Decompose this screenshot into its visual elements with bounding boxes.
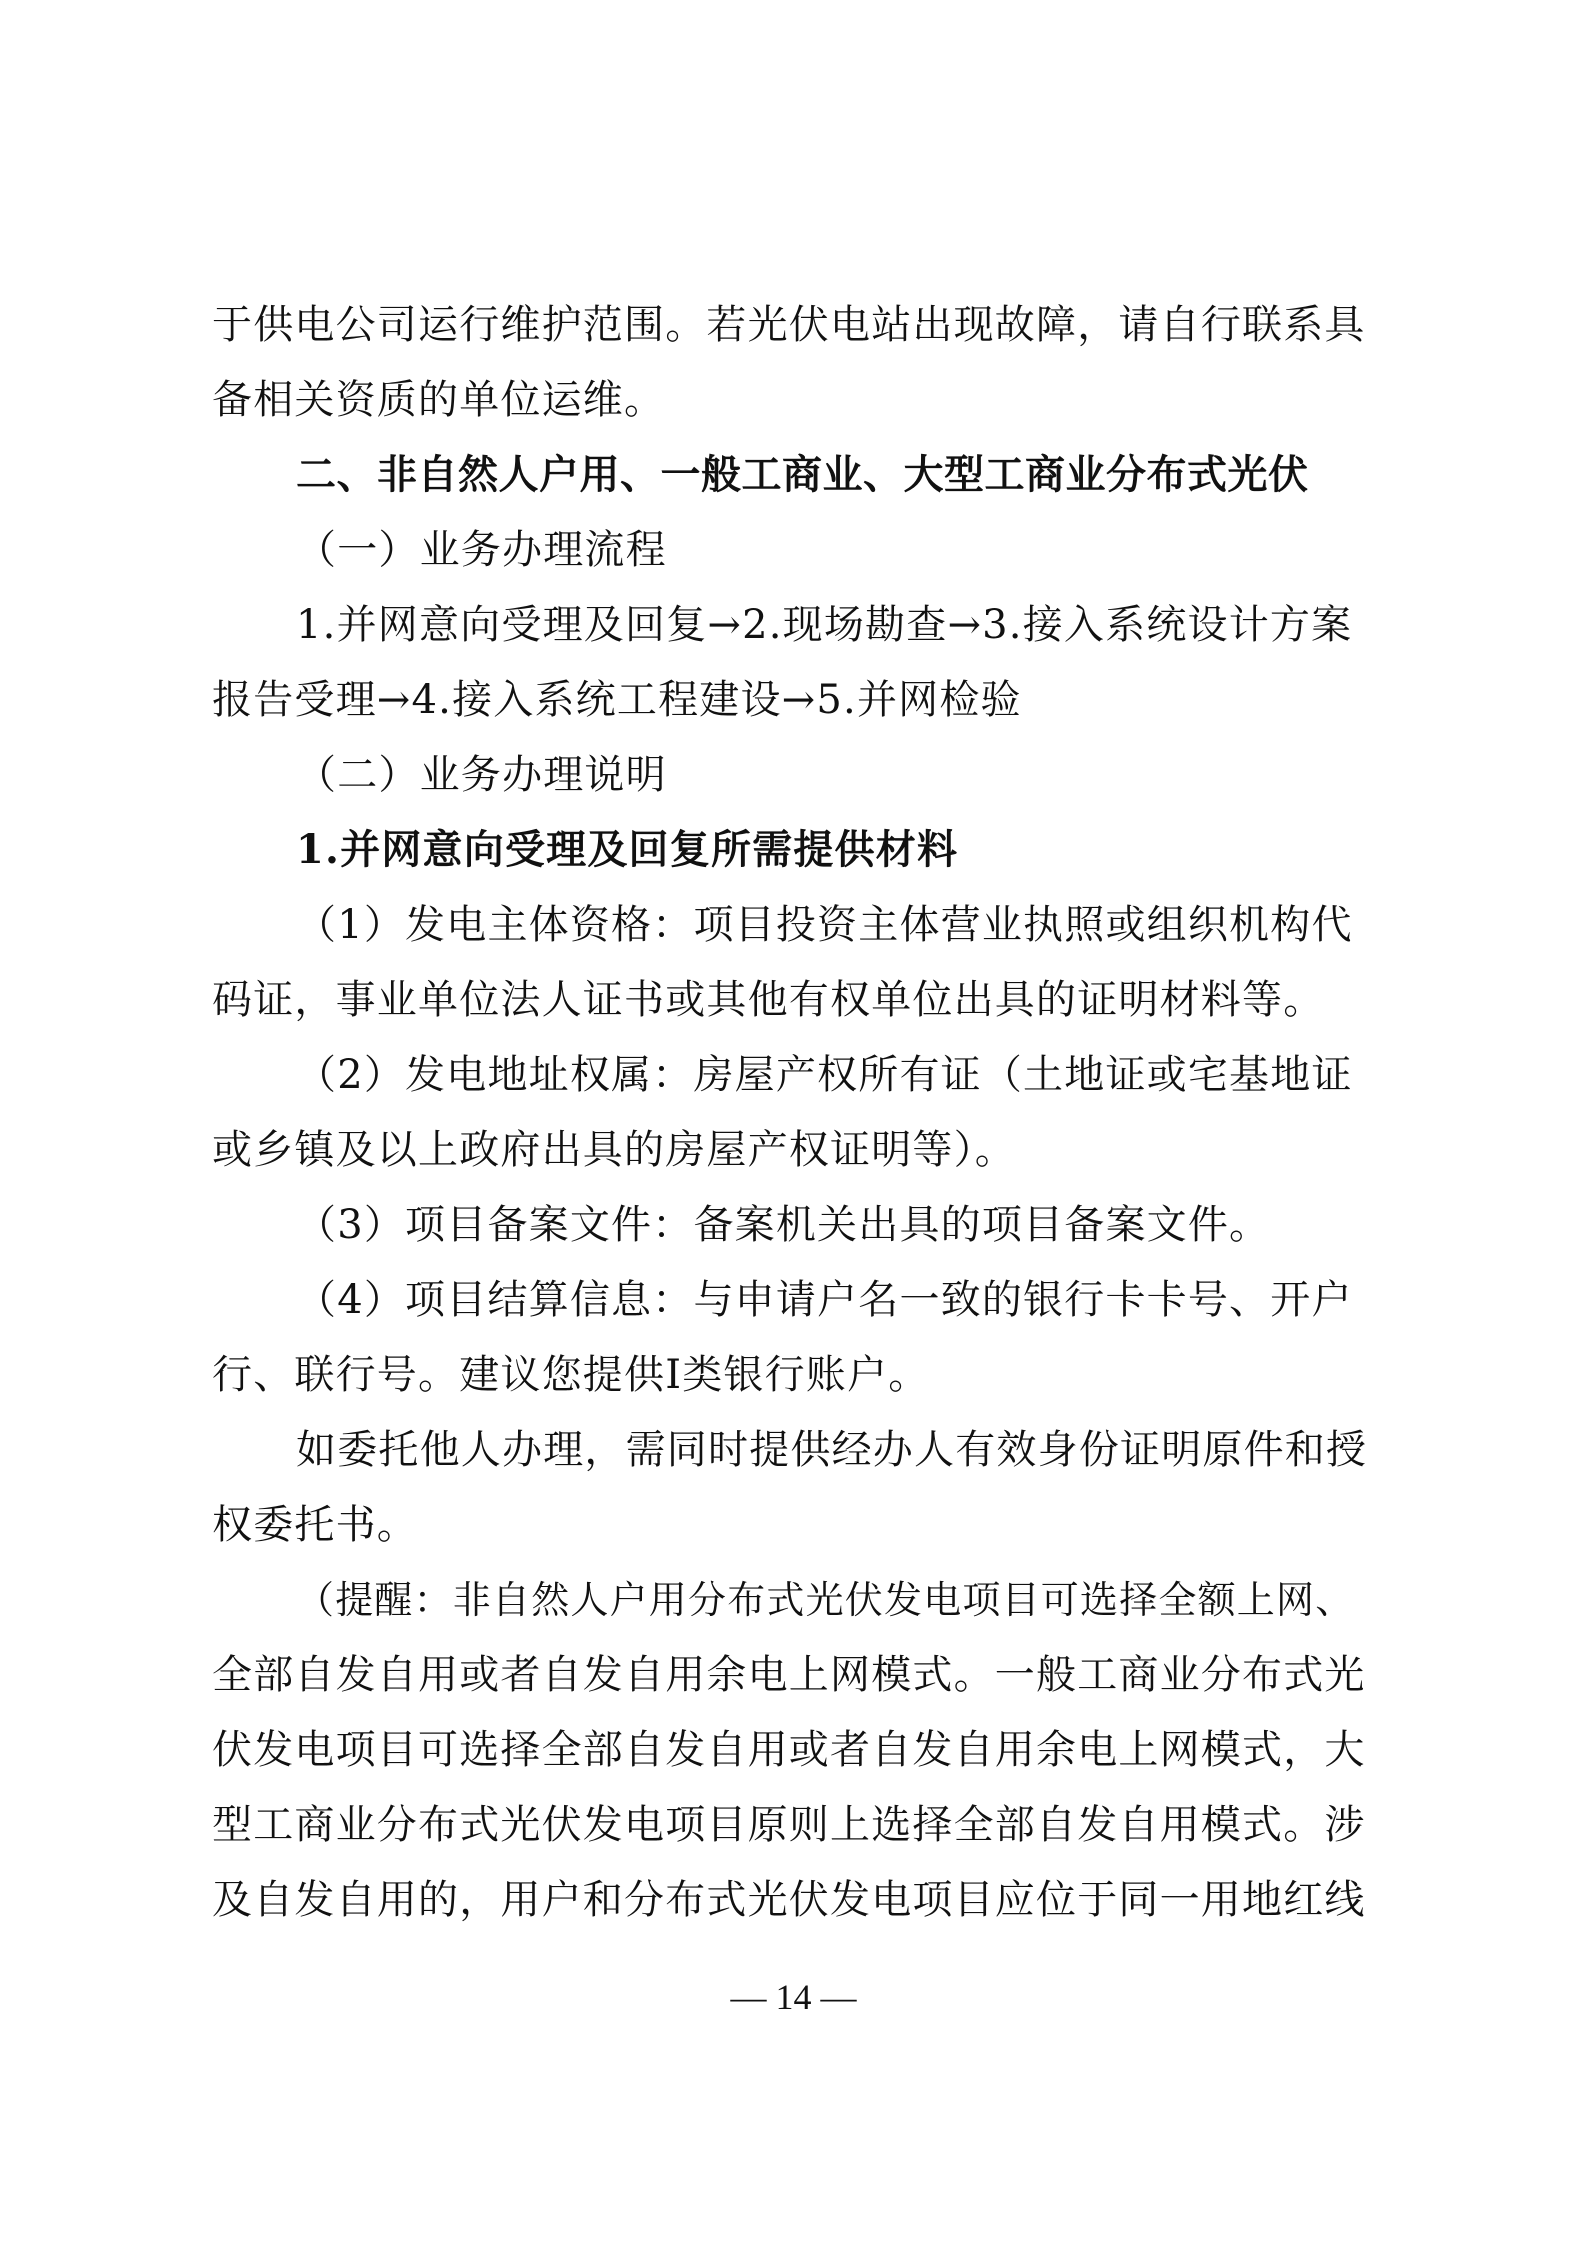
paragraph-line: 如委托他人办理，需同时提供经办人有效身份证明原件和授 bbox=[296, 1427, 1368, 1473]
paragraph-line: 伏发电项目可选择全部自发自用或者自发自用余电上网模式，大 bbox=[212, 1727, 1366, 1773]
paragraph-line: 备相关资质的单位运维。 bbox=[212, 377, 666, 423]
section-heading: 二、非自然人户用、一般工商业、大型工商业分布式光伏 bbox=[296, 452, 1309, 498]
paragraph-line: 型工商业分布式光伏发电项目原则上选择全部自发自用模式。涉 bbox=[212, 1802, 1366, 1848]
paragraph-line: 行、联行号。建议您提供I类银行账户。 bbox=[212, 1352, 930, 1398]
paragraph-line: 权委托书。 bbox=[212, 1502, 418, 1548]
paragraph-line: （1）发电主体资格：项目投资主体营业执照或组织机构代 bbox=[296, 902, 1353, 948]
subsection-heading: （一）业务办理流程 bbox=[296, 527, 667, 573]
paragraph-line: 于供电公司运行维护范围。若光伏电站出现故障，请自行联系具 bbox=[212, 302, 1366, 348]
paragraph-line: （3）项目备案文件：备案机关出具的项目备案文件。 bbox=[296, 1202, 1271, 1248]
paragraph-line: 全部自发自用或者自发自用余电上网模式。一般工商业分布式光 bbox=[212, 1652, 1366, 1698]
subsection-heading: （二）业务办理说明 bbox=[296, 752, 667, 798]
item-heading: 1.并网意向受理及回复所需提供材料 bbox=[296, 826, 959, 873]
page-number: — 14 — bbox=[730, 1977, 857, 2017]
paragraph-line: 或乡镇及以上政府出具的房屋产权证明等）。 bbox=[212, 1127, 1016, 1173]
paragraph-line: 报告受理→4.接入系统工程建设→5.并网检验 bbox=[212, 677, 1022, 723]
paragraph-line: （2）发电地址权属：房屋产权所有证（土地证或宅基地证 bbox=[296, 1052, 1353, 1098]
paragraph-line: 及自发自用的，用户和分布式光伏发电项目应位于同一用地红线 bbox=[212, 1877, 1366, 1923]
paragraph-line: 1.并网意向受理及回复→2.现场勘查→3.接入系统设计方案 bbox=[296, 602, 1353, 648]
paragraph-line: （4）项目结算信息：与申请户名一致的银行卡卡号、开户 bbox=[296, 1277, 1353, 1323]
paragraph-line: 码证，事业单位法人证书或其他有权单位出具的证明材料等。 bbox=[212, 977, 1325, 1023]
paragraph-line: （提醒：非自然人户用分布式光伏发电项目可选择全额上网、 bbox=[296, 1578, 1355, 1622]
